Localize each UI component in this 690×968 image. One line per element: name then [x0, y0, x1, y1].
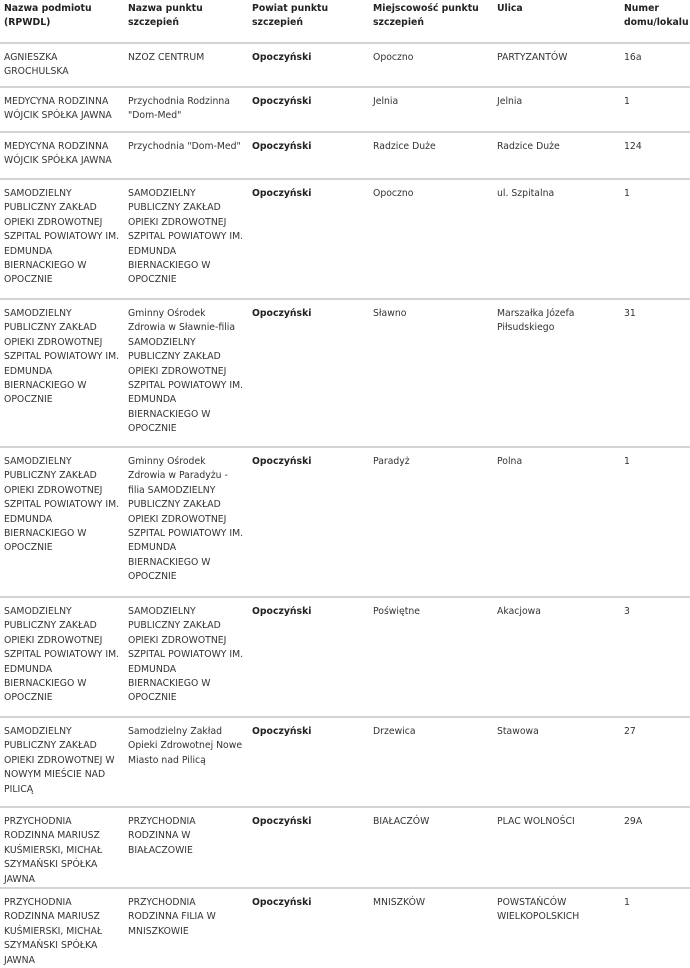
cell-locality: Opoczno [373, 188, 414, 199]
table-row [0, 447, 690, 597]
cell-house-number: 3 [624, 606, 630, 617]
cell-street: Radzice Duże [497, 141, 560, 152]
cell-street: Polna [497, 456, 523, 467]
cell-point-name: Przychodnia "Dom-Med" [128, 141, 241, 152]
cell-entity-name: AGNIESZKA GROCHULSKA [4, 52, 69, 78]
cell-point-name: Przychodnia Rodzinna "Dom-Med" [128, 96, 230, 122]
cell-county: Opoczyński [252, 897, 312, 909]
cell-street: PLAC WOLNOŚCI [497, 816, 575, 827]
cell-county: Opoczyński [252, 52, 312, 63]
cell-point-name: PRZYCHODNIA RODZINNA FILIA W MNISZKOWIE [128, 897, 216, 937]
table-row [0, 717, 690, 807]
cell-house-number: 1 [624, 897, 630, 909]
cell-entity-name: SAMODZIELNY PUBLICZNY ZAKŁAD OPIEKI ZDROWOTNEJ SZPITAL POWIATOWY IM. EDMUNDA BIERNACKIEGO W OPOCZNIE [4, 308, 120, 406]
cell-entity-name: SAMODZIELNY PUBLICZNY ZAKŁAD OPIEKI ZDROWOTNEJ SZPITAL POWIATOWY IM. EDMUNDA BIERNACKIEGO W OPOCZNIE [4, 456, 120, 554]
cell-locality: Paradyż [373, 456, 410, 467]
cell-street: Akacjowa [497, 606, 541, 617]
cell-street: ul. Szpitalna [497, 188, 555, 199]
table-header-row [0, 0, 690, 43]
cell-point-name: SAMODZIELNY PUBLICZNY ZAKŁAD OPIEKI ZDROWOTNEJ SZPITAL POWIATOWY IM. EDMUNDA BIERNACKIEGO W OPOCZNIE [128, 606, 244, 704]
cell-county: Opoczyński [252, 96, 312, 107]
cell-house-number: 29A [624, 816, 643, 827]
table-row [0, 299, 690, 447]
column-header-street: Ulica [497, 3, 523, 14]
cell-point-name: PRZYCHODNIA RODZINNA W BIAŁACZOWIE [128, 816, 196, 856]
cell-entity-name: SAMODZIELNY PUBLICZNY ZAKŁAD OPIEKI ZDROWOTNEJ W NOWYM MIEŚCIE NAD PILICĄ [4, 726, 115, 795]
cell-street: Stawowa [497, 726, 539, 737]
cell-locality: Jelnia [373, 96, 399, 107]
cell-point-name: Samodzielny Zakład Opieki Zdrowotnej Nowe Miasto nad Pilicą [128, 726, 243, 766]
cell-county: Opoczyński [252, 141, 312, 152]
cell-street: PARTYZANTÓW [497, 52, 568, 63]
cell-house-number: 1 [624, 456, 630, 467]
cell-house-number: 31 [624, 308, 636, 319]
table-row [0, 597, 690, 717]
table-row [0, 807, 690, 888]
cell-entity-name: MEDYCYNA RODZINNA WÓJCIK SPÓŁKA JAWNA [4, 96, 112, 122]
cell-county: Opoczyński [252, 816, 312, 827]
cell-house-number: 124 [624, 141, 642, 152]
column-header-entity-name: Nazwa podmiotu (RPWDL) [4, 3, 92, 29]
cell-point-name: Gminny Ośrodek Zdrowia w Paradyżu - filia SAMODZIELNY PUBLICZNY ZAKŁAD OPIEKI ZDROWOTNEJ SZPITAL POWIATOWY IM. EDMUNDA BIERNACKIEGO W OPOCZNIE [128, 456, 244, 583]
table-row [0, 132, 690, 179]
cell-entity-name: MEDYCYNA RODZINNA WÓJCIK SPÓŁKA JAWNA [4, 141, 112, 167]
cell-locality: Radzice Duże [373, 141, 436, 152]
table-row [0, 87, 690, 132]
cell-entity-name: SAMODZIELNY PUBLICZNY ZAKŁAD OPIEKI ZDROWOTNEJ SZPITAL POWIATOWY IM. EDMUNDA BIERNACKIEGO W OPOCZNIE [4, 188, 120, 286]
cell-point-name: Gminny Ośrodek Zdrowia w Sławnie-filia SAMODZIELNY PUBLICZNY ZAKŁAD OPIEKI ZDROWOTNEJ SZPITAL POWIATOWY IM. EDMUNDA BIERNACKIEGO W OPOCZNIE [128, 308, 244, 435]
column-header-point-name: Nazwa punktu szczepień [128, 3, 203, 29]
cell-locality: Drzewica [373, 726, 416, 737]
cell-county: Opoczyński [252, 188, 312, 199]
cell-locality: Sławno [373, 308, 407, 319]
cell-house-number: 1 [624, 96, 630, 107]
cell-entity-name: PRZYCHODNIA RODZINNA MARIUSZ KUŚMIERSKI, MICHAŁ SZYMAŃSKI SPÓŁKA JAWNA [4, 816, 103, 885]
cell-locality: BIAŁACZÓW [373, 816, 430, 827]
cell-locality: MNISZKÓW [373, 897, 426, 909]
cell-county: Opoczyński [252, 726, 312, 737]
column-header-county: Powiat punktu szczepień [252, 3, 329, 29]
column-header-locality: Miejscowość punktu szczepień [373, 3, 479, 29]
cell-county: Opoczyński [252, 308, 312, 319]
table-row [0, 179, 690, 299]
cell-point-name: SAMODZIELNY PUBLICZNY ZAKŁAD OPIEKI ZDROWOTNEJ SZPITAL POWIATOWY IM. EDMUNDA BIERNACKIEGO W OPOCZNIE [128, 188, 244, 286]
cell-entity-name: SAMODZIELNY PUBLICZNY ZAKŁAD OPIEKI ZDROWOTNEJ SZPITAL POWIATOWY IM. EDMUNDA BIERNACKIEGO W OPOCZNIE [4, 606, 120, 704]
cell-county: Opoczyński [252, 456, 312, 467]
cell-street: Jelnia [497, 96, 523, 107]
cell-locality: Poświętne [373, 606, 420, 617]
column-header-house-number: Numer domu/lokalu [624, 3, 689, 29]
cell-street: Marszałka Józefa Piłsudskiego [497, 308, 575, 334]
cell-house-number: 27 [624, 726, 636, 737]
cell-house-number: 1 [624, 188, 630, 199]
cell-county: Opoczyński [252, 606, 312, 617]
cell-entity-name: PRZYCHODNIA RODZINNA MARIUSZ KUŚMIERSKI, MICHAŁ SZYMAŃSKI SPÓŁKA JAWNA [4, 897, 103, 966]
cell-point-name: NZOZ CENTRUM [128, 52, 205, 63]
cell-locality: Opoczno [373, 52, 414, 63]
table-row [0, 43, 690, 87]
cell-house-number: 16a [624, 52, 642, 63]
cell-street: POWSTAŃCÓW WIELKOPOLSKICH [497, 897, 580, 923]
table-row [0, 888, 690, 968]
